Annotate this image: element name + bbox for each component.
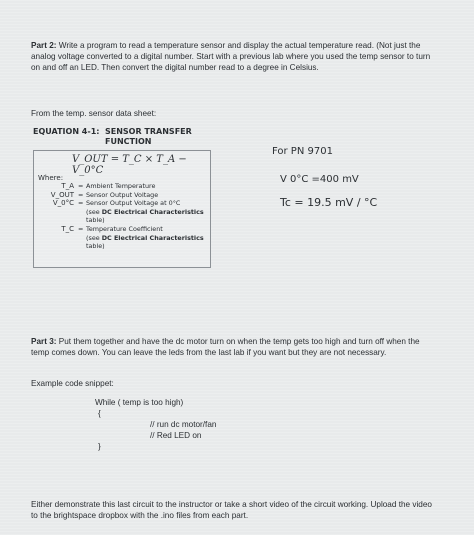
definition-symbol: T_C [61,224,74,233]
definition-row: T_A = Ambient Temperature [38,182,210,191]
definition-row: T_C = Temperature Coefficient (see DC Electrical Characteristics table) [38,225,210,251]
definition-symbol: V_OUT [50,190,74,199]
code-line: { [98,409,101,418]
definition-note: (see DC Electrical Characteristics [86,233,204,242]
code-line: // run dc motor/fan [150,420,217,429]
definition-symbol: V_0°C [52,199,74,208]
definition-row: V_0°C = Sensor Output Voltage at 0°C (see DC Electrical Characteristics table) [38,199,210,225]
part2-text: Write a program to read a temperature sensor and display the actual temperature read. (Not just the analog voltage converted to a digital number. Start with a previous lab where you used the temp sensor to turn on and off an LED. Then convert the digital number read to a degree in Celsius. [31,41,431,72]
equation-name-line2: FUNCTION [105,137,152,146]
definition-text: Sensor Output Voltage at 0°C (see DC Electrical Characteristics table) [86,199,210,225]
snippet-label: Example code snippet: [31,379,114,388]
definition-text: Temperature Coefficient (see DC Electrical Characteristics table) [86,225,210,251]
definition-row: V_OUT = Sensor Output Voltage [38,191,210,200]
equation-frame [33,150,211,268]
datasheet-label: From the temp. sensor data sheet: [31,109,157,118]
part3-heading: Part 3: [31,337,57,346]
equation-name [105,127,192,147]
code-line: } [98,442,101,451]
where-label: Where: [38,174,64,182]
part-number-label: For PN 9701 [272,146,333,157]
part2-heading: Part 2: [31,41,57,50]
part2-paragraph [31,40,431,73]
definition-note: (see DC Electrical Characteristics [86,207,204,216]
part3-paragraph [31,336,431,358]
code-line: While ( temp is too high) [95,398,184,407]
code-line: // Red LED on [150,431,202,440]
equation-box [31,124,211,269]
final-instructions: Either demonstrate this last circuit to the instructor or take a short video of the circuit working. Upload the video to the brightspace dropbox with the .ino files from each part. [31,500,432,520]
tc-value: Tc = 19.5 mV / °C [280,196,378,209]
code-snippet [95,397,216,452]
definitions-list [38,182,210,251]
part3-text: Put them together and have the dc motor turn on when the temp gets too high and turn off when the temp comes down. You can leave the leds from the last lab if you want but they are not necessary. [31,337,420,357]
definition-text: Ambient Temperature [86,182,156,190]
v0c-value: V 0°C =400 mV [280,174,359,185]
transfer-formula: V_OUT = T_C × T_A − V_0°C [72,154,187,176]
equation-name-line1: SENSOR TRANSFER [105,127,192,136]
definition-symbol: T_A [61,182,74,190]
definition-text: Sensor Output Voltage [86,190,159,199]
equation-title: EQUATION 4-1: [33,127,100,136]
